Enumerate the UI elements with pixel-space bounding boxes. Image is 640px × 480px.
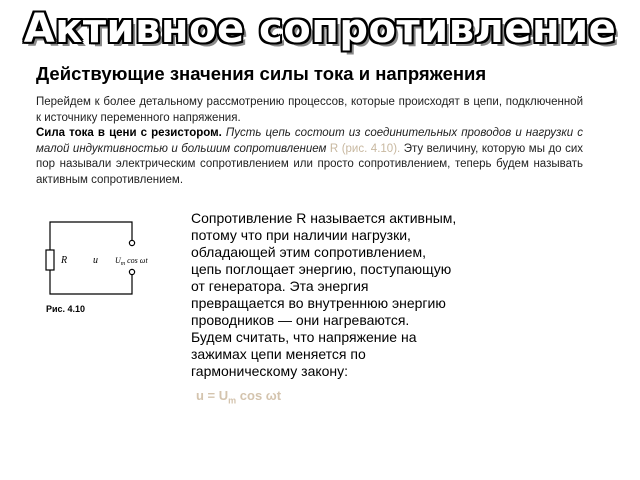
figure-reference: R (рис. 4.10). <box>329 142 401 155</box>
section-heading: Сила тока в цени с резистором. <box>36 127 222 139</box>
intro-paragraph: Перейдем к более детальному рассмотрению процессов, которые происходят в цепи, подключенной к источнику переменного напряжения. <box>36 96 583 124</box>
section-paragraph <box>36 126 583 188</box>
slide-title: Активное сопротивление <box>23 6 617 52</box>
body-text <box>36 95 583 208</box>
formula-lhs: u = U <box>196 388 229 403</box>
voltage-expression <box>115 256 148 267</box>
formula-rhs: cos ωt <box>236 388 282 403</box>
resistor-label: R <box>61 255 68 266</box>
section-text-b: Эту величину, которую мы до сих пор называли электрическим сопротивлением или просто сопротивлением, теперь будем называть активным сопротивлением. <box>36 142 583 186</box>
voltage-symbol: u <box>93 255 98 266</box>
circuit-diagram <box>36 212 148 304</box>
callout-text: Сопротивление R называется активным, потому что при наличии нагрузки, обладающей этим сопротивлением, цепь поглощает энергию, поступающую от генератора. Эта энергия превращается во внутреннюю энергию проводников — они нагреваются. Будем считать, что напряжение на зажимах цепи меняется по гармоническому закону: <box>191 210 457 379</box>
voltage-expr-main: U <box>115 256 121 265</box>
slide-subtitle: Действующие значения силы тока и напряжения <box>36 63 487 84</box>
figure-caption: Рис. 4.10 <box>46 304 86 314</box>
voltage-expr-tail: cos ωt <box>125 256 148 265</box>
terminal-bottom <box>129 269 134 274</box>
section-text-a: Пусть цепь состоит из соединительных проводов и нагрузки с малой индуктивностью и большим сопротивлением <box>36 127 583 155</box>
circuit-figure <box>36 212 148 322</box>
resistor-symbol <box>46 250 54 270</box>
formula <box>196 388 281 406</box>
terminal-top <box>129 240 134 245</box>
voltage-expr-sub: m <box>120 261 126 267</box>
formula-sub: m <box>228 395 237 406</box>
